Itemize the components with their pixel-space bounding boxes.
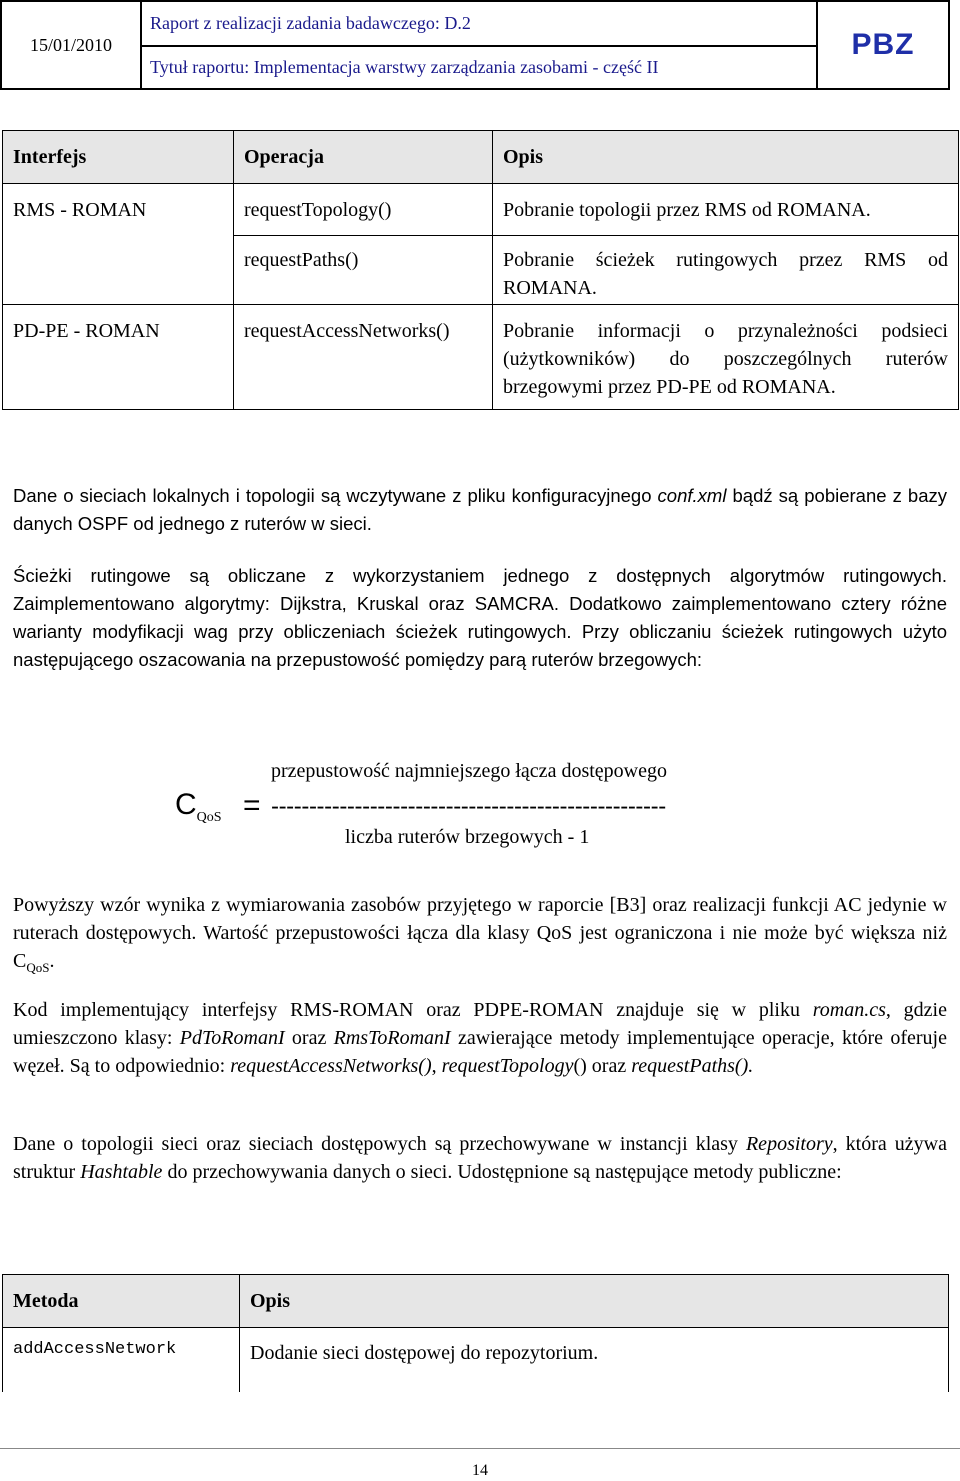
cell-operation: requestPaths() (234, 236, 493, 305)
cell-interface: PD-PE - ROMAN (3, 305, 234, 410)
cell-description: Pobranie informacji o przynależności podsieci (użytkowników) do poszczególnych ruterów brzegowymi przez PD-PE od ROMANA. (493, 305, 959, 410)
cell-description: Dodanie sieci dostępowej do repozytorium. (240, 1328, 949, 1393)
paragraph-implementation: Kod implementujący interfejsy RMS-ROMAN oraz PDPE-ROMAN znajduje się w pliku roman.cs, gdzie umieszczono klasy: PdToRomanI oraz RmsToRomanI zawierające metody implementujące operacje, które oferuje węzeł. Są to odpowiednio: requestAccessNetworks(), requestTopology() oraz requestPaths(). (13, 999, 947, 1077)
col-header-description: Opis (240, 1275, 949, 1328)
cell-description: Pobranie topologii przez RMS od ROMANA. (493, 184, 959, 236)
formula-lhs: $C_{QoS}$ (175, 788, 222, 825)
formula-fraction-line: ---------------------------------------------------- (271, 793, 666, 820)
table-row (3, 305, 959, 410)
col-header-interface: Interfejs (3, 131, 234, 184)
cell-description: Pobranie ścieżek rutingowych przez RMS od ROMANA. (493, 236, 959, 305)
paragraph-repository: Dane o topologii sieci oraz sieciach dostępowych są przechowywane w instancji klasy Repository, która używa struktur Hashtable do przechowywania danych o sieci. Udostępnione są następujące metody publiczne: (13, 1133, 948, 1183)
header-titles (142, 2, 818, 88)
footer-divider (0, 1448, 960, 1449)
config-file-name: conf.xml (657, 485, 727, 506)
page-header (0, 0, 950, 90)
page-number: 14 (472, 1462, 488, 1479)
table-row (3, 1328, 949, 1393)
cell-interface: RMS - ROMAN (3, 184, 234, 236)
cell-operation: requestAccessNetworks() (234, 305, 493, 410)
header-report: Raport z realizacji zadania badawczego: D.2 (142, 2, 816, 47)
table-row (3, 184, 959, 236)
methods-table (2, 1274, 949, 1392)
pbz-logo: PBZ (851, 28, 915, 61)
formula-denominator: liczba ruterów brzegowych - 1 (345, 826, 590, 848)
col-header-description: Opis (493, 131, 959, 184)
cell-interface (3, 236, 234, 305)
formula-equals: = (243, 789, 261, 822)
interface-table (2, 130, 959, 410)
cell-method: addAccessNetwork (3, 1328, 240, 1393)
paragraph-config: Dane o sieciach lokalnych i topologii są wczytywane z pliku konfiguracyjnego conf.xml bądź są pobierane z bazy danych OSPF od jednego z ruterów w sieci. (13, 485, 947, 534)
table-header-row (3, 131, 959, 184)
header-date: 15/01/2010 (2, 2, 142, 88)
table-row (3, 236, 959, 305)
paragraph-formula-explanation: Powyższy wzór wynika z wymiarowania zasobów przyjętego w raporcie [B3] oraz realizacji funkcji AC jedynie w ruterach dostępowych. Wartość przepustowości łącza dla klasy QoS jest ograniczona i nie może być większa niż $C_{QoS}$. (13, 894, 947, 975)
cell-operation: requestTopology() (234, 184, 493, 236)
col-header-method: Metoda (3, 1275, 240, 1328)
col-header-operation: Operacja (234, 131, 493, 184)
formula-numerator: przepustowość najmniejszego łącza dostępowego (271, 760, 667, 782)
header-title: Tytuł raportu: Implementacja warstwy zarządzania zasobami - część II (150, 57, 659, 77)
paragraph-routing: Ścieżki rutingowe są obliczane z wykorzystaniem jednego z dostępnych algorytmów rutingowych. Zaimplementowano algorytmy: Dijkstra, Kruskal oraz SAMCRA. Dodatkowo zaimplementowano cztery różne warianty modyfikacji wag przy obliczeniach ścieżek rutingowych. Przy obliczaniu ścieżek rutingowych użyto następującego oszacowania na przepustowość pomiędzy parą ruterów brzegowych: (13, 565, 947, 670)
table-header-row (3, 1275, 949, 1328)
